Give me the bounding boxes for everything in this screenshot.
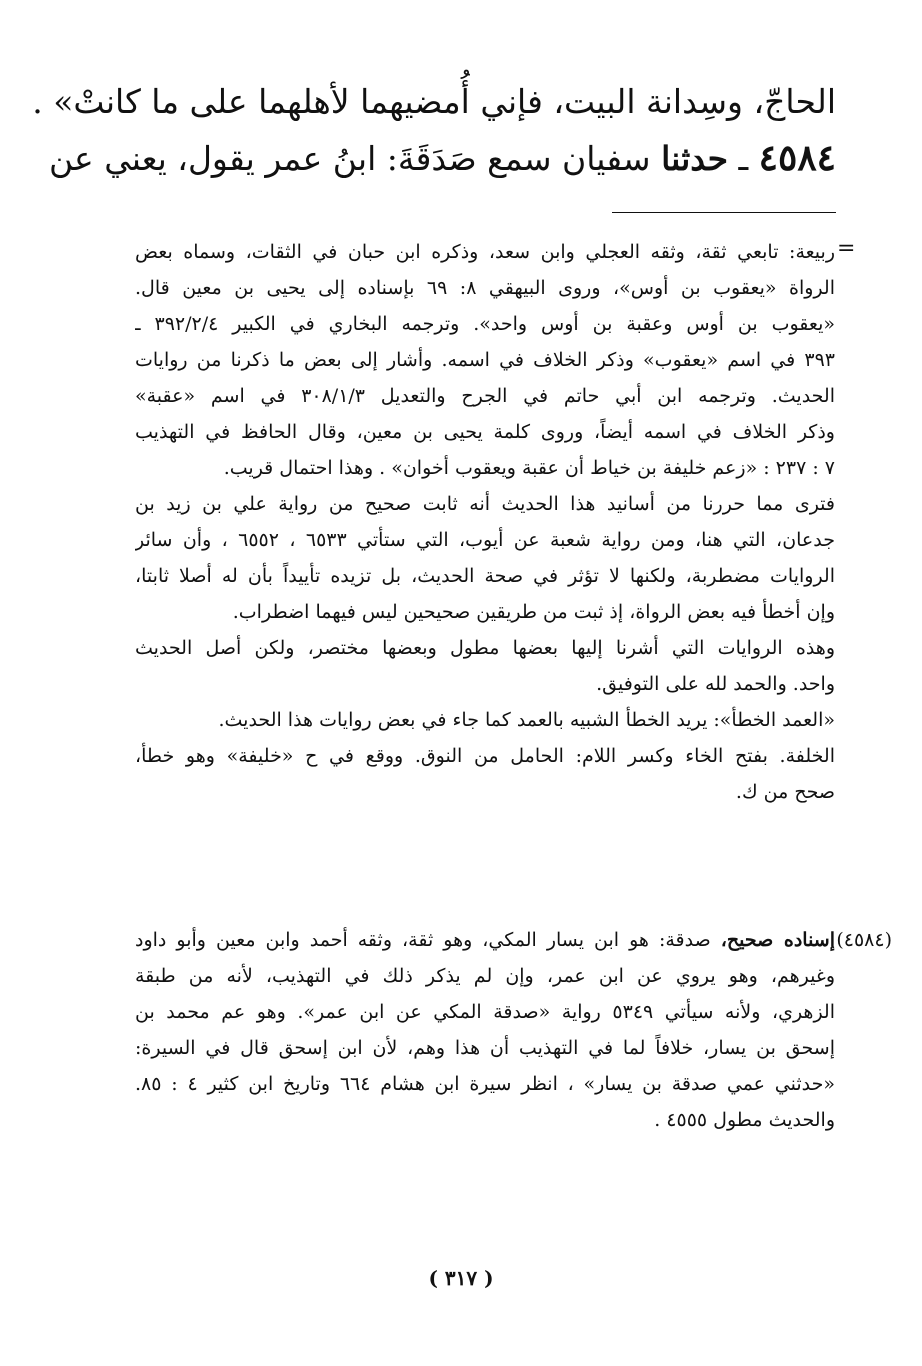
footnote-line: وغيرهم، وهو يروي عن ابن عمر، وإن لم يذكر ذلك في التهذيب، لأنه من طبقة — [135, 965, 835, 987]
footnote-line — [135, 922, 835, 958]
footnote-line: الرواة «يعقوب بن أوس»، وروى البيهقي ٨: ٦٩ بإسناده إلى يحيى بن معين قال. — [135, 277, 835, 299]
continuation-mark: = — [837, 236, 856, 261]
footnote-line: ٣٩٣ في اسم «يعقوب» وذكر الخلاف في اسمه. وأشار إلى بعض ما ذكرنا من روايات — [135, 349, 835, 371]
footnote-line: ٧ : ٢٣٧ : «زعم خليفة بن خياط أن عقبة ويعقوب أخوان» . وهذا احتمال قريب. — [223, 457, 835, 479]
footnote-divider — [612, 212, 836, 213]
footnote-line: إسحق بن يسار، خلافاً لما في التهذيب أن هذا وهم، لأن ابن إسحق قال في السيرة: — [135, 1037, 835, 1059]
footnote-line: صحح من ك. — [735, 781, 835, 803]
footnote-text: صدقة: هو ابن يسار المكي، وهو ثقة، وثقه أحمد وابن معين وأبو داود — [135, 929, 711, 951]
footnote-line: «يعقوب بن أوس وعقبة بن أوس واحد». وترجمه البخاري في الكبير ٣٩٢/٢/٤ ـ — [135, 313, 835, 335]
footnote-line: والحديث مطول ٤٥٥٥ . — [654, 1109, 835, 1131]
footnote-line: الحديث. وترجمه ابن أبي حاتم في الجرح والتعديل ٣٠٨/١/٣ في اسم «عقبة» — [135, 385, 835, 407]
main-text-line-2 — [48, 137, 836, 179]
main-text-line-1: الحاجّ، وسِدانة البيت، فإني أُمضيهما لأهلهما على ما كانتْ» . — [32, 82, 836, 121]
page-number: ( ٣١٧ ) — [428, 1266, 494, 1290]
footnote-lead: إسناده صحيح، — [720, 929, 835, 951]
footnote-line: وإن أخطأ فيه بعض الرواة، إذ ثبت من طريقين صحيحين ليس فيهما اضطراب. — [232, 601, 835, 623]
footnote-line: وهذه الروايات التي أشرنا إليها بعضها مطول وبعضها مختصر، ولكن أصل الحديث — [135, 637, 835, 659]
footnote-number: (٤٥٨٤) — [836, 929, 892, 951]
footnote-line: الخلفة. بفتح الخاء وكسر اللام: الحامل من النوق. ووقع في ح «خليفة» وهو خطأ، — [135, 745, 835, 767]
footnote-line: وذكر الخلاف في اسمه أيضاً، وروى كلمة يحيى بن معين، وقال الحافظ في التهذيب — [135, 421, 835, 443]
hadith-text: سفيان سمع صَدَقَةَ: ابنُ عمر يقول، يعني عن — [48, 139, 651, 178]
footnote-line: جدعان، التي هنا، ومن رواية شعبة عن أيوب، التي ستأتي ٦٥٣٣ ، ٦٥٥٢ ، وأن سائر — [135, 529, 835, 551]
footnote-line: «حدثني عمي صدقة بن يسار» ، انظر سيرة ابن هشام ٦٦٤ وتاريخ ابن كثير ٤ : ٨٥. — [135, 1073, 835, 1095]
footnote-line: الروايات مضطربة، ولكنها لا تؤثر في صحة الحديث، بل تزيده تأييداً بأن له أصلا ثابتا، — [135, 565, 835, 587]
footnote-line: ربيعة: تابعي ثقة، وثقه العجلي وابن سعد، وذكره ابن حبان في الثقات، وسماه بعض — [135, 241, 835, 263]
footnote-line: واحد. والحمد لله على التوفيق. — [596, 673, 835, 695]
hadith-dash: ـ — [738, 139, 749, 178]
hadith-lead-word: حدثنا — [661, 139, 728, 178]
hadith-number: ٤٥٨٤ — [758, 137, 836, 179]
footnote-line: الزهري، ولأنه سيأتي ٥٣٤٩ رواية «صدقة المكي عن ابن عمر». وهو عم محمد بن — [135, 1001, 835, 1023]
footnote-line: فترى مما حررنا من أسانيد هذا الحديث أنه ثابت صحيح من رواية علي بن زيد بن — [135, 493, 835, 515]
footnote-line: «العمد الخطأ»: يريد الخطأ الشبيه بالعمد كما جاء في بعض روايات هذا الحديث. — [218, 709, 835, 731]
